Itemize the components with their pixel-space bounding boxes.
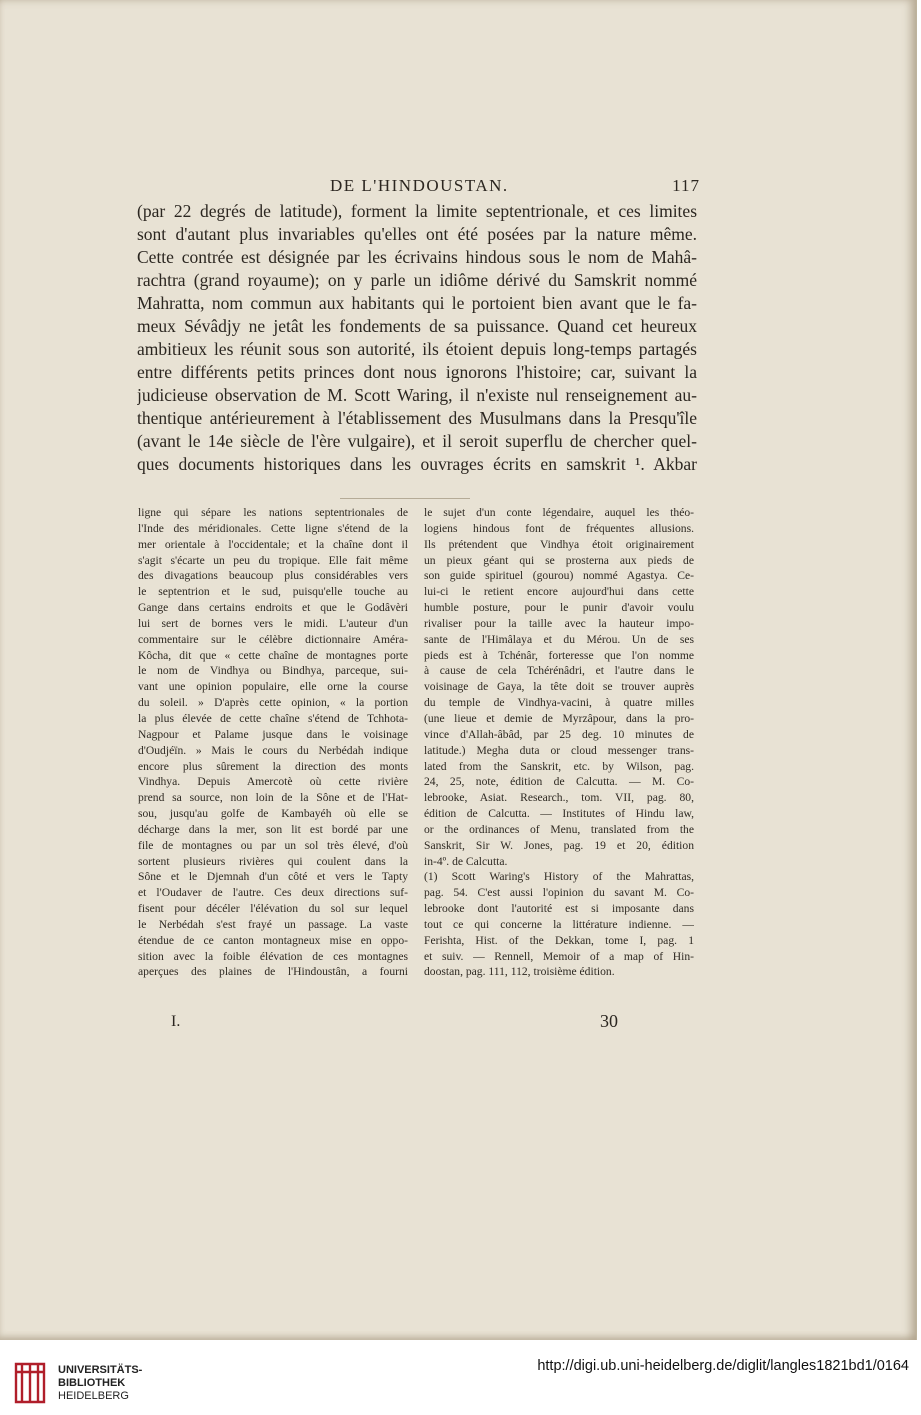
text-line: entre différents petits princes dont nous ignorons l'histoire; car, suivant la xyxy=(137,362,697,382)
note-line: pag. 54. C'est aussi l'opinion du savant M. Co- xyxy=(424,886,694,900)
note-line: du temple de Vindhya-vacini, à quatre milles xyxy=(424,696,694,710)
note-line: la plus élevée de cette chaîne s'étend de Tchhota- xyxy=(138,711,408,725)
note-line: Ferishta, Hist. of the Dekkan, tome I, pag. 1 xyxy=(424,933,694,947)
signature-mark: I. xyxy=(171,1013,181,1030)
note-line: vince d'Allah-âbâd, par 25 deg. 10 minutes de xyxy=(424,727,694,741)
text-line: Mahratta, nom commun aux habitants qui le portoient bien avant que le fa- xyxy=(137,293,697,313)
note-line: rivaliser pour la taille avec la hauteur impo- xyxy=(424,616,694,630)
note-line: le septentrion et le sud, puisqu'elle touche au xyxy=(138,585,408,599)
note-line: son guide spirituel (gourou) nommé Agastya. Ce- xyxy=(424,569,694,583)
note-line: sou, jusqu'au golfe de Kambayéh où elle se xyxy=(138,807,408,821)
library-name-line: UNIVERSITÄTS- xyxy=(58,1364,143,1376)
note-line: latitude.) Megha duta or cloud messenger trans- xyxy=(424,743,694,757)
note-line: à cause de cela Tchérénâdri, et l'autre dans le xyxy=(424,664,694,678)
note-line: logiens hindous font de fréquentes allusions. xyxy=(424,521,694,535)
note-line: sante de l'Himâlaya et du Mérou. Un de ses xyxy=(424,632,694,646)
library-name xyxy=(58,1364,142,1403)
note-line: ligne qui sépare les nations septentrionales de xyxy=(138,506,408,519)
text-line: (par 22 degrés de latitude), forment la limite septentrionale, et ces limites xyxy=(137,201,697,221)
note-line: du soleil. » D'après cette opinion, « la portion xyxy=(138,696,408,710)
note-line: et suiv. — Rennell, Memoir of a map of Hin- xyxy=(424,949,694,963)
note-line: décharge dans la mer, son lit est bordé par une xyxy=(138,822,408,836)
note-line: doostan, pag. 111, 112, troisième édition. xyxy=(424,965,615,979)
note-line: file de montagnes ou par un sol très élevé, d'où xyxy=(138,838,408,852)
running-header xyxy=(140,176,700,198)
note-line: vant une opinion populaire, elle orne la course xyxy=(138,680,408,694)
note-line: pieds est à Tchénâr, forteresse que l'on nomme xyxy=(424,648,694,662)
note-line: commentaire sur le célèbre dictionnaire Améra- xyxy=(138,632,408,646)
text-line: Cette contrée est désignée par les écrivains hindous sous le nom de Mahâ- xyxy=(137,247,697,267)
main-text xyxy=(137,200,697,476)
note-line: Sanskrit, Sir W. Jones, pag. 19 et 20, édition xyxy=(424,838,694,852)
note-line: (une lieue et demie de Myrzâpour, dans la pro- xyxy=(424,711,694,725)
note-line: prend sa source, non loin de la Sône et de l'Hat- xyxy=(138,791,408,805)
note-line: sition avec la foible élévation de ces montagnes xyxy=(138,949,408,963)
note-line: humble posture, pour le punir d'avoir voulu xyxy=(424,601,694,615)
note-line: et l'Oudaver de l'autre. Ces deux directions suf- xyxy=(138,886,408,900)
note-line: édition de Calcutta. — Institutes of Hindu law, xyxy=(424,807,694,821)
note-line: tout ce qui concerne la littérature indienne. — xyxy=(424,917,694,931)
note-line: le sujet d'un conte légendaire, auquel les théo- xyxy=(424,506,694,519)
note-line: Ils prétendent que Vindhya étoit originairement xyxy=(424,537,694,551)
note-line: (1) Scott Waring's History of the Mahrattas, xyxy=(424,870,694,884)
text-line: thentique antérieurement à l'établissement des Musulmans dans la Presqu'île xyxy=(137,408,697,428)
note-line: lebrooke dont l'autorité est si imposante dans xyxy=(424,902,694,916)
note-line: Vindhya. Depuis Amercotè où cette rivière xyxy=(138,775,408,789)
text-line: judicieuse observation de M. Scott Waring, il n'existe nul renseignement au- xyxy=(137,385,697,405)
note-line: aperçues des plaines de l'Hindoustân, a fourni xyxy=(138,965,408,979)
note-line: étendue de ce canton montagneux mise en oppo- xyxy=(138,933,408,947)
text-line: sont d'autant plus invariables qu'elles ont été posées par la nature même. xyxy=(137,224,697,244)
note-line: lated from the Sanskrit, etc. by Wilson, pag. xyxy=(424,759,694,773)
viewer-footer xyxy=(0,1352,921,1415)
footnotes-left-column xyxy=(138,505,408,980)
note-line: in-4º. de Calcutta. xyxy=(424,854,508,868)
note-line: lui sert de bornes vers le midi. L'auteur d'un xyxy=(138,616,408,630)
library-logo-icon xyxy=(12,1360,48,1406)
note-line: 24, 25, note, édition de Calcutta. — M. Co- xyxy=(424,775,694,789)
note-line: voisinage de Gaya, la tête doit se trouver auprès xyxy=(424,680,694,694)
note-line: fisent pour décéler l'élévation du sol sur lequel xyxy=(138,902,408,916)
running-title: DE L'HINDOUSTAN. xyxy=(330,176,509,195)
note-line: Nagpour et Palame jusque dans le voisinage xyxy=(138,727,408,741)
text-line: ambitieux les réunit sous son autorité, ils étoient depuis long-temps partagés xyxy=(137,339,697,359)
note-line: Sône et le Djemnah d'un côté et vers le Tapty xyxy=(138,870,408,884)
text-line: meux Sévâdjy ne jetât les fondements de sa puissance. Quand cet heureux xyxy=(137,316,697,336)
note-line: le Nerbédah s'est frayé un passage. La vaste xyxy=(138,917,408,931)
catchword: 30 xyxy=(600,1011,618,1031)
footnotes-right-column xyxy=(424,505,694,980)
note-line: le nom de Vindhya ou Bindhya, parceque, sui- xyxy=(138,664,408,678)
note-line: un pieux géant qui se prosterna aux pieds de xyxy=(424,553,694,567)
note-line: des divagations beaucoup plus considérables vers xyxy=(138,569,408,583)
note-line: lebrooke, Asiat. Research., tom. VII, pag. 80, xyxy=(424,791,694,805)
permalink[interactable]: http://digi.ub.uni-heidelberg.de/diglit/langles1821bd1/0164 xyxy=(537,1358,909,1374)
note-line: sortent plusieurs rivières qui coulent dans la xyxy=(138,854,408,868)
footnote-rule xyxy=(340,498,470,499)
library-name-line: HEIDELBERG xyxy=(58,1390,129,1402)
text-line: ques documents historiques dans les ouvrages écrits en samskrit ¹. Akbar xyxy=(137,454,697,474)
note-line: mer orientale à l'occidentale; et la chaîne dont il xyxy=(138,537,408,551)
text-line: rachtra (grand royaume); on y parle un idiôme dérivé du Samskrit nommé xyxy=(137,270,697,290)
note-line: lui-ci le retient encore aujourd'hui dans cette xyxy=(424,585,694,599)
note-line: Gange dans certains endroits et que le Godâvèri xyxy=(138,601,408,615)
note-line: or the ordinances of Menu, translated from the xyxy=(424,822,694,836)
note-line: Kôcha, dit que « cette chaîne de montagnes porte xyxy=(138,648,408,662)
page-number: 117 xyxy=(672,176,700,195)
note-line: encore plus sûrement la direction des monts xyxy=(138,759,408,773)
note-line: l'Inde des méridionales. Cette ligne s'étend de la xyxy=(138,521,408,535)
note-line: d'Oudjéïn. » Mais le cours du Nerbédah indique xyxy=(138,743,408,757)
library-name-line: BIBLIOTHEK xyxy=(58,1377,126,1389)
note-line: s'agit s'écarte un peu du tropique. Elle fait même xyxy=(138,553,408,567)
text-line: (avant le 14e siècle de l'ère vulgaire), et il seroit superflu de chercher quel- xyxy=(137,431,697,451)
